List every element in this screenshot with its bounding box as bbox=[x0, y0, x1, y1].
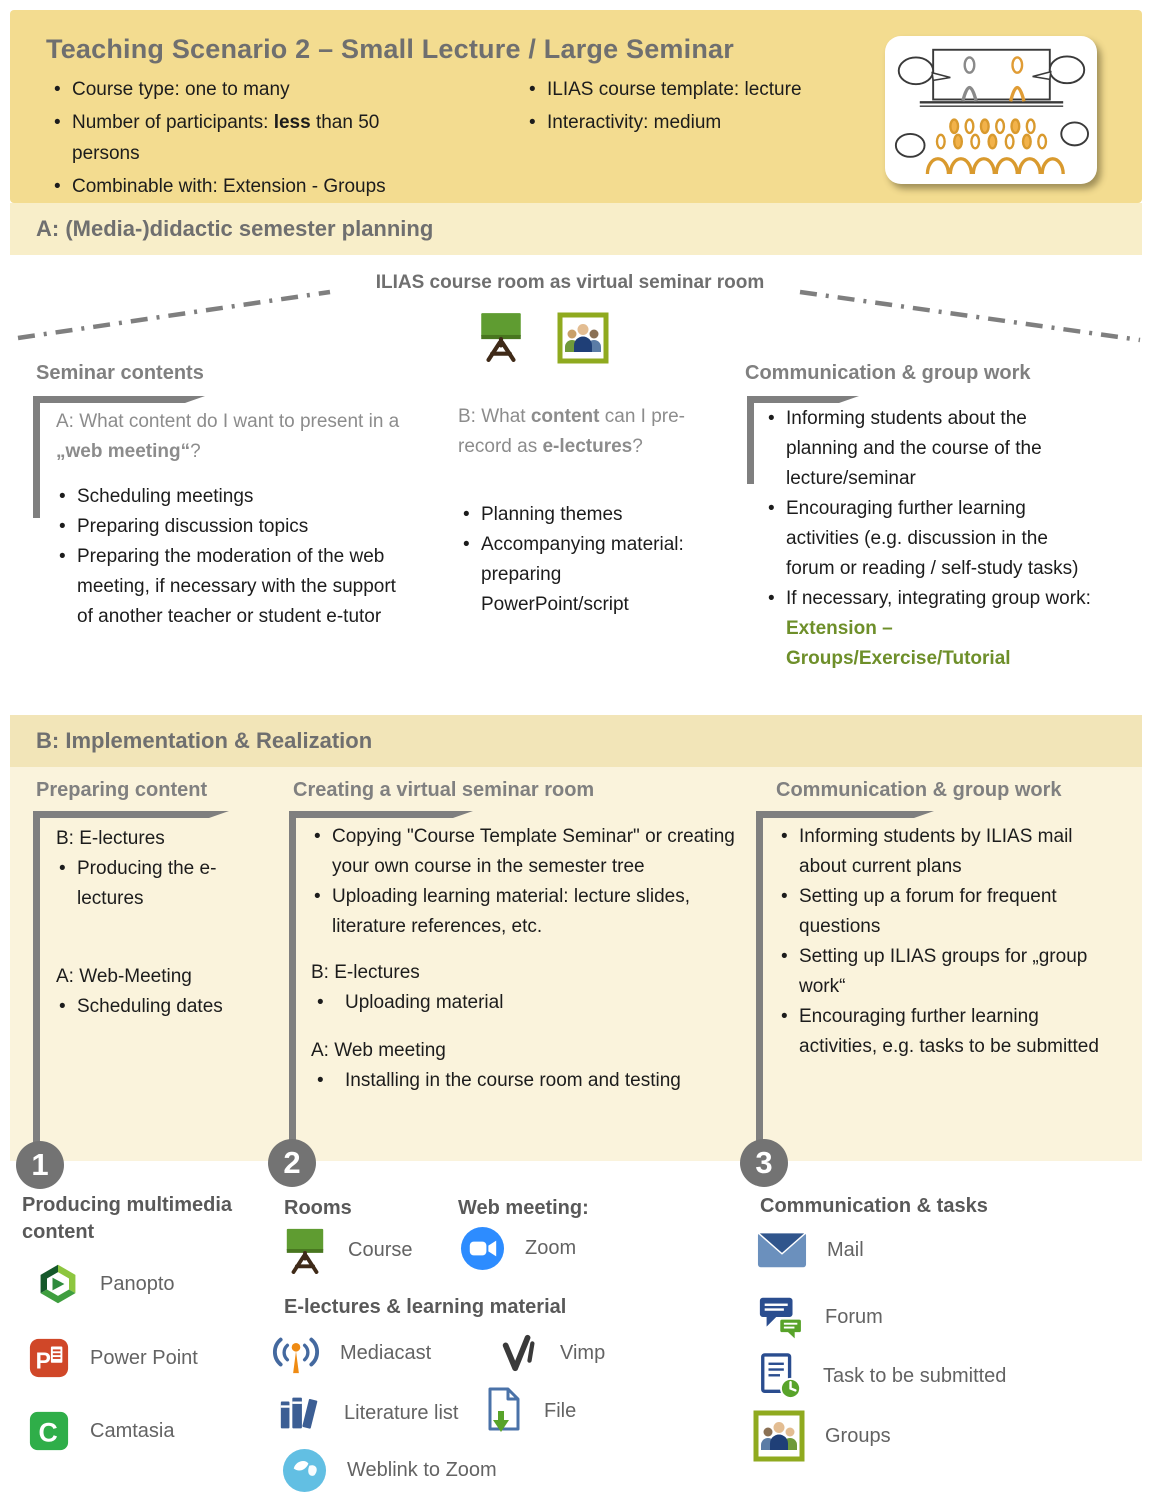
classroom-illustration-card bbox=[885, 36, 1097, 184]
list-item: • Uploading material bbox=[311, 988, 769, 1018]
sub-list bbox=[311, 988, 769, 1018]
sub-heading: B: E-lectures bbox=[311, 962, 420, 983]
electure-planning-list bbox=[460, 500, 712, 620]
panopto-icon bbox=[36, 1262, 80, 1306]
forum-bubbles-icon bbox=[757, 1292, 805, 1342]
tool-row-powerpoint bbox=[28, 1337, 198, 1379]
sub-list bbox=[56, 854, 238, 914]
communication-list-a bbox=[765, 404, 1099, 674]
col-heading-preparing-content: Preparing content bbox=[36, 779, 208, 801]
list-item: • Preparing discussion topics bbox=[56, 512, 416, 542]
file-download-icon bbox=[484, 1386, 524, 1436]
header-bullet: • Interactivity: medium bbox=[525, 107, 870, 138]
communication-list-b bbox=[778, 822, 1118, 1062]
svg-text:C: C bbox=[38, 1417, 58, 1448]
tool-label: Literature list bbox=[344, 1401, 459, 1424]
list-item: • Planning themes bbox=[460, 500, 712, 530]
seminar-contents-list bbox=[56, 482, 416, 632]
tool-row-camtasia bbox=[28, 1410, 174, 1452]
tools-heading-web-meeting: Web meeting: bbox=[458, 1197, 589, 1219]
tools-heading-producing: Producing multimedia content bbox=[22, 1194, 233, 1243]
tool-row-zoom bbox=[460, 1226, 576, 1271]
header-bullet: • Number of participants: less than 50 persons bbox=[50, 107, 445, 169]
books-icon bbox=[276, 1390, 324, 1436]
list-item: • Uploading learning material: lecture slides, literature references, etc. bbox=[311, 882, 769, 942]
tool-row-course bbox=[282, 1226, 412, 1274]
list-item: • Producing the e-lectures bbox=[56, 854, 238, 914]
col-heading-creating-room: Creating a virtual seminar room bbox=[293, 779, 595, 801]
header-bullets-left bbox=[50, 74, 445, 204]
tool-label: Forum bbox=[825, 1305, 883, 1328]
tool-label: Panopto bbox=[100, 1272, 175, 1295]
tool-row-mediacast bbox=[272, 1330, 431, 1376]
list-item: • Informing students about the planning and the course of the lecture/seminar bbox=[765, 404, 1099, 494]
tool-label: Vimp bbox=[560, 1341, 606, 1364]
tool-label: Task to be submitted bbox=[823, 1364, 1007, 1387]
list-item: • Informing students by ILIAS mail about current plans bbox=[778, 822, 1118, 882]
tool-row-literature-list bbox=[276, 1390, 459, 1436]
header-bullet: • ILIAS course template: lecture bbox=[525, 74, 870, 105]
powerpoint-icon bbox=[28, 1337, 70, 1379]
broadcast-antenna-icon bbox=[272, 1330, 320, 1376]
blackboard-easel-icon bbox=[282, 1226, 328, 1274]
list-item: • Scheduling dates bbox=[56, 992, 238, 1022]
tool-label: Camtasia bbox=[90, 1419, 175, 1442]
groups-people-icon bbox=[753, 1410, 805, 1462]
header-panel bbox=[10, 10, 1142, 203]
tools-heading-communication: Communication & tasks bbox=[760, 1195, 988, 1217]
room-list bbox=[311, 822, 769, 942]
sub-heading: A: Web-Meeting bbox=[56, 966, 192, 987]
groups-people-icon bbox=[557, 312, 609, 364]
zoom-camera-icon bbox=[460, 1226, 505, 1271]
tool-label: Power Point bbox=[90, 1346, 198, 1369]
tool-label: Mail bbox=[827, 1238, 864, 1261]
list-item: • Accompanying material: preparing PowerPoint/script bbox=[460, 530, 712, 620]
tool-row-weblink bbox=[282, 1448, 497, 1493]
diagram-title: ILIAS course room as virtual seminar room bbox=[375, 272, 765, 293]
step-2-badge: 2 bbox=[268, 1139, 316, 1187]
tool-row-file bbox=[484, 1386, 576, 1436]
list-item: • Installing in the course room and testing bbox=[311, 1066, 769, 1096]
vimp-checkmark-icon bbox=[498, 1332, 540, 1374]
preparing-content-block bbox=[56, 824, 238, 1022]
sub-list bbox=[311, 1066, 769, 1096]
tool-row-mail bbox=[757, 1230, 864, 1270]
sub-heading: B: E-lectures bbox=[56, 828, 165, 849]
tools-heading-rooms: Rooms bbox=[284, 1197, 352, 1219]
blackboard-easel-icon bbox=[476, 310, 526, 362]
header-bullets-right bbox=[525, 74, 870, 140]
tool-row-groups bbox=[753, 1410, 891, 1462]
list-item: • Scheduling meetings bbox=[56, 482, 416, 512]
mail-envelope-icon bbox=[757, 1230, 807, 1270]
tool-row-vimp bbox=[498, 1332, 605, 1374]
creating-room-block bbox=[311, 822, 769, 1096]
svg-text:P: P bbox=[35, 1347, 51, 1374]
tool-label: Mediacast bbox=[340, 1341, 432, 1364]
tool-label: Weblink to Zoom bbox=[347, 1459, 497, 1481]
col-heading-seminar-contents: Seminar contents bbox=[36, 362, 204, 384]
list-item: • Setting up a forum for frequent questions bbox=[778, 882, 1118, 942]
step-1-badge: 1 bbox=[16, 1141, 64, 1189]
tool-row-task bbox=[757, 1352, 1006, 1400]
task-clock-icon bbox=[757, 1352, 803, 1400]
list-item: • Setting up ILIAS groups for „group work“ bbox=[778, 942, 1118, 1002]
page-title: Teaching Scenario 2 – Small Lecture / Large Seminar bbox=[46, 34, 734, 64]
tool-label: Course bbox=[348, 1238, 413, 1261]
tool-row-forum bbox=[757, 1292, 883, 1342]
camtasia-icon bbox=[28, 1410, 70, 1452]
section-b-band bbox=[10, 715, 1142, 767]
col-heading-communication-a: Communication & group work bbox=[745, 362, 1031, 384]
section-b-title: B: Implementation & Realization bbox=[36, 728, 373, 753]
step-3-badge: 3 bbox=[740, 1139, 788, 1187]
weblink-globe-icon bbox=[282, 1448, 327, 1493]
list-item: • Preparing the moderation of the web meeting, if necessary with the support of another teacher or student e-tutor bbox=[56, 542, 416, 632]
section-a-title: A: (Media-)didactic semester planning bbox=[36, 216, 434, 241]
header-bullet: • Combinable with: Extension - Groups bbox=[50, 171, 445, 202]
question-a: A: What content do I want to present in a „web meeting“? bbox=[56, 411, 400, 462]
list-item: • If necessary, integrating group work: Extension – Groups/Exercise/Tutorial bbox=[765, 584, 1099, 674]
tool-label: Groups bbox=[825, 1424, 891, 1447]
classroom-illustration bbox=[893, 42, 1089, 178]
list-item: • Encouraging further learning activities, e.g. tasks to be submitted bbox=[778, 1002, 1118, 1062]
col-heading-communication-b: Communication & group work bbox=[776, 779, 1062, 801]
section-a-band bbox=[10, 203, 1142, 255]
tool-label: Zoom bbox=[525, 1237, 577, 1259]
list-item: • Copying "Course Template Seminar" or creating your own course in the semester tree bbox=[311, 822, 769, 882]
header-bullet: • Course type: one to many bbox=[50, 74, 445, 105]
list-item: • Encouraging further learning activities (e.g. discussion in the forum or reading / self-study tasks) bbox=[765, 494, 1099, 584]
sub-list bbox=[56, 992, 238, 1022]
sub-heading: A: Web meeting bbox=[311, 1040, 446, 1061]
tool-label: File bbox=[544, 1399, 577, 1422]
tools-heading-elearning: E-lectures & learning material bbox=[284, 1296, 567, 1318]
tool-row-panopto bbox=[36, 1262, 175, 1306]
question-b: B: What content can I pre-record as e-lectures? bbox=[458, 406, 686, 457]
